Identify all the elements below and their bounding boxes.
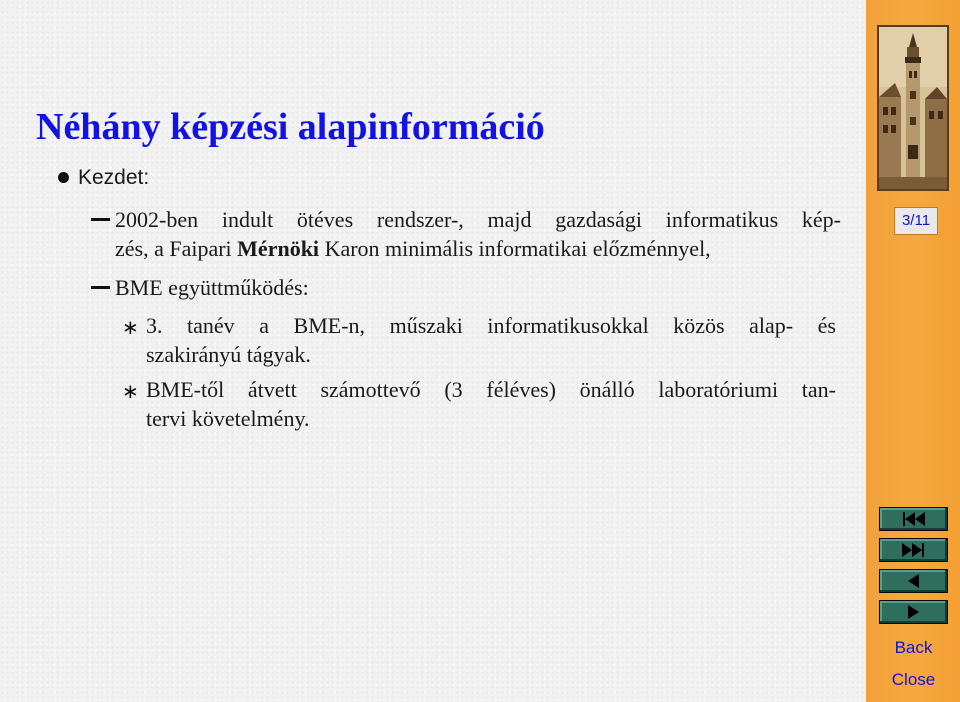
castle-tower-image xyxy=(879,27,947,189)
page-counter: 3/11 xyxy=(894,207,938,235)
item-text-line2 xyxy=(115,234,841,263)
double-left-arrow-icon xyxy=(880,508,947,530)
sub-item-line1: 3. tanév a BME-n, műszaki informatikusokkal közös alap- és xyxy=(146,313,836,338)
list-item-start xyxy=(115,205,841,263)
bullet-dot-icon xyxy=(58,172,69,183)
dash-icon xyxy=(91,218,110,221)
last-page-button[interactable] xyxy=(879,538,948,562)
bullet-kezdet xyxy=(58,164,149,192)
first-page-button[interactable] xyxy=(879,507,948,531)
close-button[interactable]: Close xyxy=(891,670,936,689)
item-text-pre: zés, a Faipari xyxy=(115,236,238,261)
sub-item-line2: szakirányú tágyak. xyxy=(146,342,311,367)
dash-icon xyxy=(91,286,110,289)
item-text-line1: 2002-ben indult ötéves rendszer-, majd gazdasági informatikus kép- xyxy=(115,207,841,232)
sub-item-labor xyxy=(146,375,836,433)
asterisk-icon: ∗ xyxy=(122,315,139,339)
next-page-button[interactable] xyxy=(879,600,948,624)
slide-title: Néhány képzési alapinformáció xyxy=(36,106,545,148)
item-text-post: Karon minimális informatikai előzménnyel, xyxy=(319,236,711,261)
castle-tower-photo xyxy=(877,25,949,191)
sub-item-line1: BME-től átvett számottevő (3 féléves) önálló laboratóriumi tan- xyxy=(146,377,836,402)
bullet-label: Kezdet: xyxy=(78,166,150,189)
item-text-bold: Mérnöki xyxy=(237,236,320,261)
item-text: BME együttműködés: xyxy=(115,275,309,300)
asterisk-icon: ∗ xyxy=(122,379,139,403)
back-button[interactable]: Back xyxy=(894,638,933,657)
right-arrow-icon xyxy=(880,601,947,623)
sub-item-line2: tervi követelmény. xyxy=(146,406,310,431)
list-item-bme xyxy=(115,273,841,302)
previous-page-button[interactable] xyxy=(879,569,948,593)
sub-item-tanev xyxy=(146,311,836,369)
navigation-sidebar xyxy=(866,0,960,702)
left-arrow-icon xyxy=(880,570,947,592)
double-right-arrow-icon xyxy=(880,539,947,561)
